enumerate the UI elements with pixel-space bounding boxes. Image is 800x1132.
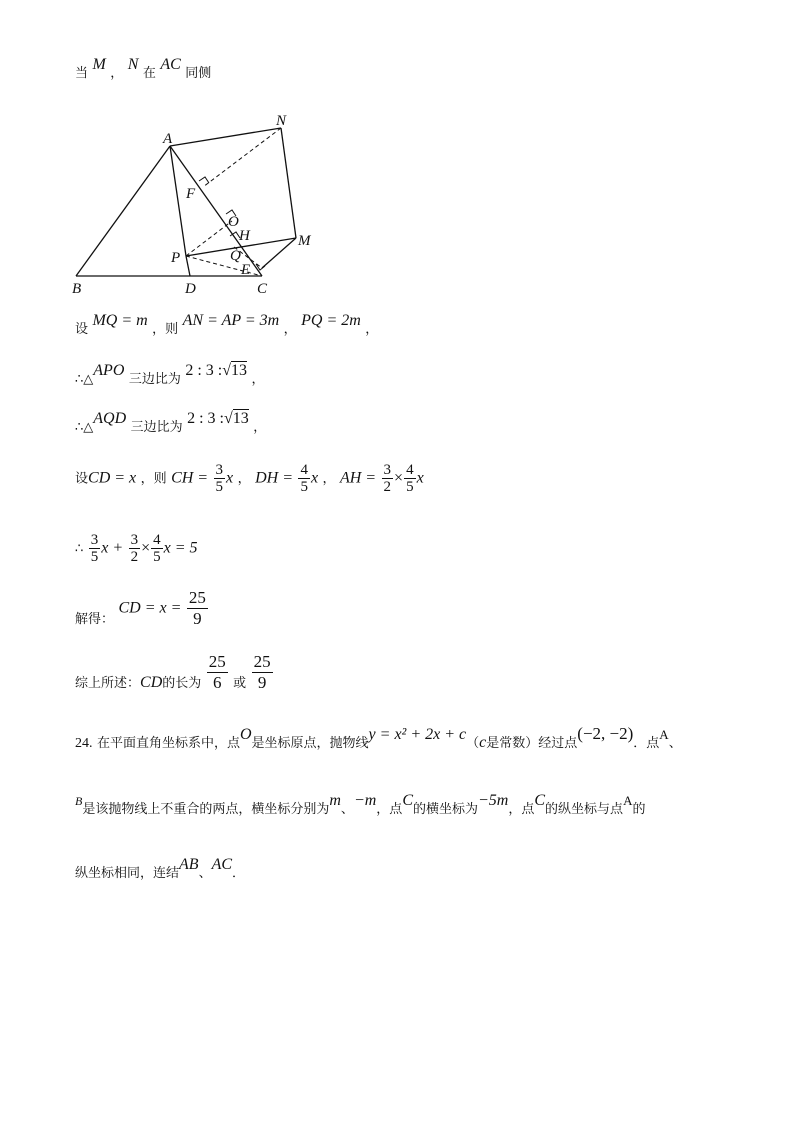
fraction-25-6: $\frac{25}{6}$ [208, 652, 226, 692]
segment-ab [76, 146, 170, 276]
segment-ab: AB [179, 856, 199, 873]
expr-ah: AH = [339, 469, 377, 487]
comma: ， [237, 471, 251, 487]
segment-ac [170, 146, 262, 276]
var-x: x [416, 469, 424, 487]
therefore-triangle: ∴△ [75, 372, 94, 387]
fraction-4-5: $\frac{4}{5}$ [406, 462, 414, 495]
dashed-po [186, 221, 232, 256]
question-number: 24. [75, 736, 93, 751]
term-x-equals: x = 5 [163, 539, 198, 557]
point-o: O [239, 726, 252, 743]
expr-an: AN = AP = 3m [182, 312, 280, 329]
var-neg-m: −m [353, 792, 377, 809]
set-mq-line [75, 312, 379, 338]
point-n: N [127, 56, 139, 73]
set-cd-line [75, 462, 424, 495]
therefore-triangle: ∴△ [75, 420, 94, 435]
ratio-text: 三边比为 [128, 372, 181, 387]
label-f: F [186, 186, 196, 202]
comma: ， [110, 66, 124, 81]
comma: ， [365, 322, 379, 337]
fraction-25-9: $\frac{25}{9}$ [253, 652, 271, 692]
equation-line [75, 532, 198, 565]
times-sign: × [141, 539, 151, 557]
var-m: m [329, 792, 341, 809]
case-line [75, 56, 212, 82]
apo-ratio-line [75, 362, 265, 388]
q24-text: 是坐标原点，抛物线 [251, 736, 369, 751]
label-a: A [163, 131, 173, 147]
case-same-side: 同侧 [185, 66, 212, 81]
length-text: 的长为 [162, 675, 202, 691]
var-x: x [226, 469, 234, 487]
solve-label: 解得： [75, 611, 115, 627]
q24-text: （ [466, 736, 480, 751]
label-d: D [185, 281, 196, 297]
segment-ad [186, 256, 190, 276]
q24-line-3 [75, 856, 246, 882]
var-cd: CD [140, 673, 163, 691]
ze-label: ，则 [140, 471, 167, 487]
q24-text: 、 [340, 802, 354, 817]
label-c: C [257, 281, 268, 297]
comma: ， [322, 471, 336, 487]
q24-line-2 [75, 792, 646, 818]
label-b: B [72, 281, 82, 297]
comma: ， [283, 322, 297, 337]
comma: ， [253, 420, 267, 435]
const-c: c [479, 734, 487, 751]
term-x-plus: x + [101, 539, 124, 557]
segment-an [170, 128, 281, 146]
label-h: H [239, 228, 250, 244]
point-c: C [534, 792, 546, 809]
expr-cd: CD = x [88, 469, 137, 487]
fraction-25-9: $\frac{25}{9}$ [188, 588, 206, 628]
dashed-nf [203, 128, 281, 187]
times-sign: × [394, 469, 404, 487]
segment-ac: AC [160, 56, 181, 73]
label-o: O [228, 214, 239, 230]
expr-cd-solution: CD = x = [118, 599, 182, 617]
label-q: Q [230, 248, 241, 264]
sqrt-value: 13 [232, 410, 249, 427]
label-e: E [241, 262, 251, 278]
triangle-apo: APO [93, 362, 125, 379]
right-angle-f [199, 177, 209, 183]
triangle-aqd: AQD [93, 410, 127, 427]
var-x: x [310, 469, 319, 487]
fraction-4-5: $\frac{4}{5}$ [300, 462, 308, 495]
point-b: B [75, 794, 83, 808]
sqrt-sign: √ [223, 410, 233, 427]
fraction-3-5: $\frac{3}{5}$ [90, 532, 99, 565]
q24-text: 是常数）经过点 [486, 736, 578, 751]
sqrt-sign: √ [222, 362, 231, 379]
q24-text: 的 [632, 802, 646, 817]
ratio-text: 三边比为 [130, 420, 183, 435]
q24-text: ．点 [633, 736, 660, 751]
fraction-3-2: $\frac{3}{2}$ [383, 462, 392, 495]
label-n: N [276, 113, 287, 129]
summary-line [75, 652, 274, 693]
therefore: ∴ [75, 541, 84, 557]
parabola-equation: y = x² + 2x + c [368, 726, 467, 743]
solve-line [75, 588, 209, 629]
sqrt-value: 13 [230, 362, 247, 379]
point-a: A [659, 727, 669, 742]
summary-label: 综上所述： [75, 675, 141, 691]
expr-mq: MQ = m [92, 312, 148, 329]
ze-label: ，则 [152, 322, 179, 337]
q24-text: 、 [668, 736, 682, 751]
q24-text: 的横坐标为 [412, 802, 478, 817]
fraction-3-2: $\frac{3}{2}$ [130, 532, 139, 565]
q24-text: ． [232, 866, 246, 881]
q24-text: 、 [198, 866, 212, 881]
she-label: 设 [75, 322, 89, 337]
point-a: A [623, 793, 633, 808]
point-coords: (−2, −2) [577, 724, 634, 743]
fraction-3-5: $\frac{3}{5}$ [215, 462, 224, 495]
q24-text: 纵坐标相同，连结 [75, 866, 180, 881]
aqd-ratio-line [75, 410, 267, 436]
q24-text: ，点 [376, 802, 403, 817]
expr-dh: DH = [255, 469, 293, 487]
point-m: M [92, 56, 106, 73]
expr-pq: PQ = 2m [301, 312, 361, 329]
segment-ap [170, 146, 186, 256]
case-at: 在 [142, 66, 156, 81]
case-prefix: 当 [75, 66, 89, 81]
expr-ch: CH = [171, 469, 209, 487]
segment-ac: AC [211, 856, 233, 873]
point-c: C [402, 792, 413, 809]
q24-text: 是该抛物线上不重合的两点，横坐标分别为 [82, 802, 330, 817]
segment-nm [281, 128, 296, 238]
comma: ， [251, 372, 265, 387]
q24-text: ，点 [508, 802, 535, 817]
var-neg-5m: −5m [478, 792, 509, 809]
geometry-figure [0, 100, 800, 400]
q24-line-1 [75, 724, 682, 752]
label-p: P [171, 250, 181, 266]
ratio-values: 2 : 3 : [185, 362, 223, 379]
ratio-values: 2 : 3 : [187, 410, 224, 427]
q24-text: 的纵坐标与点 [545, 802, 624, 817]
label-m: M [298, 233, 311, 249]
she-label: 设 [75, 471, 89, 487]
q24-text: 在平面直角坐标系中，点 [96, 736, 240, 751]
or-text: 或 [233, 675, 247, 691]
fraction-4-5: $\frac{4}{5}$ [153, 532, 161, 565]
